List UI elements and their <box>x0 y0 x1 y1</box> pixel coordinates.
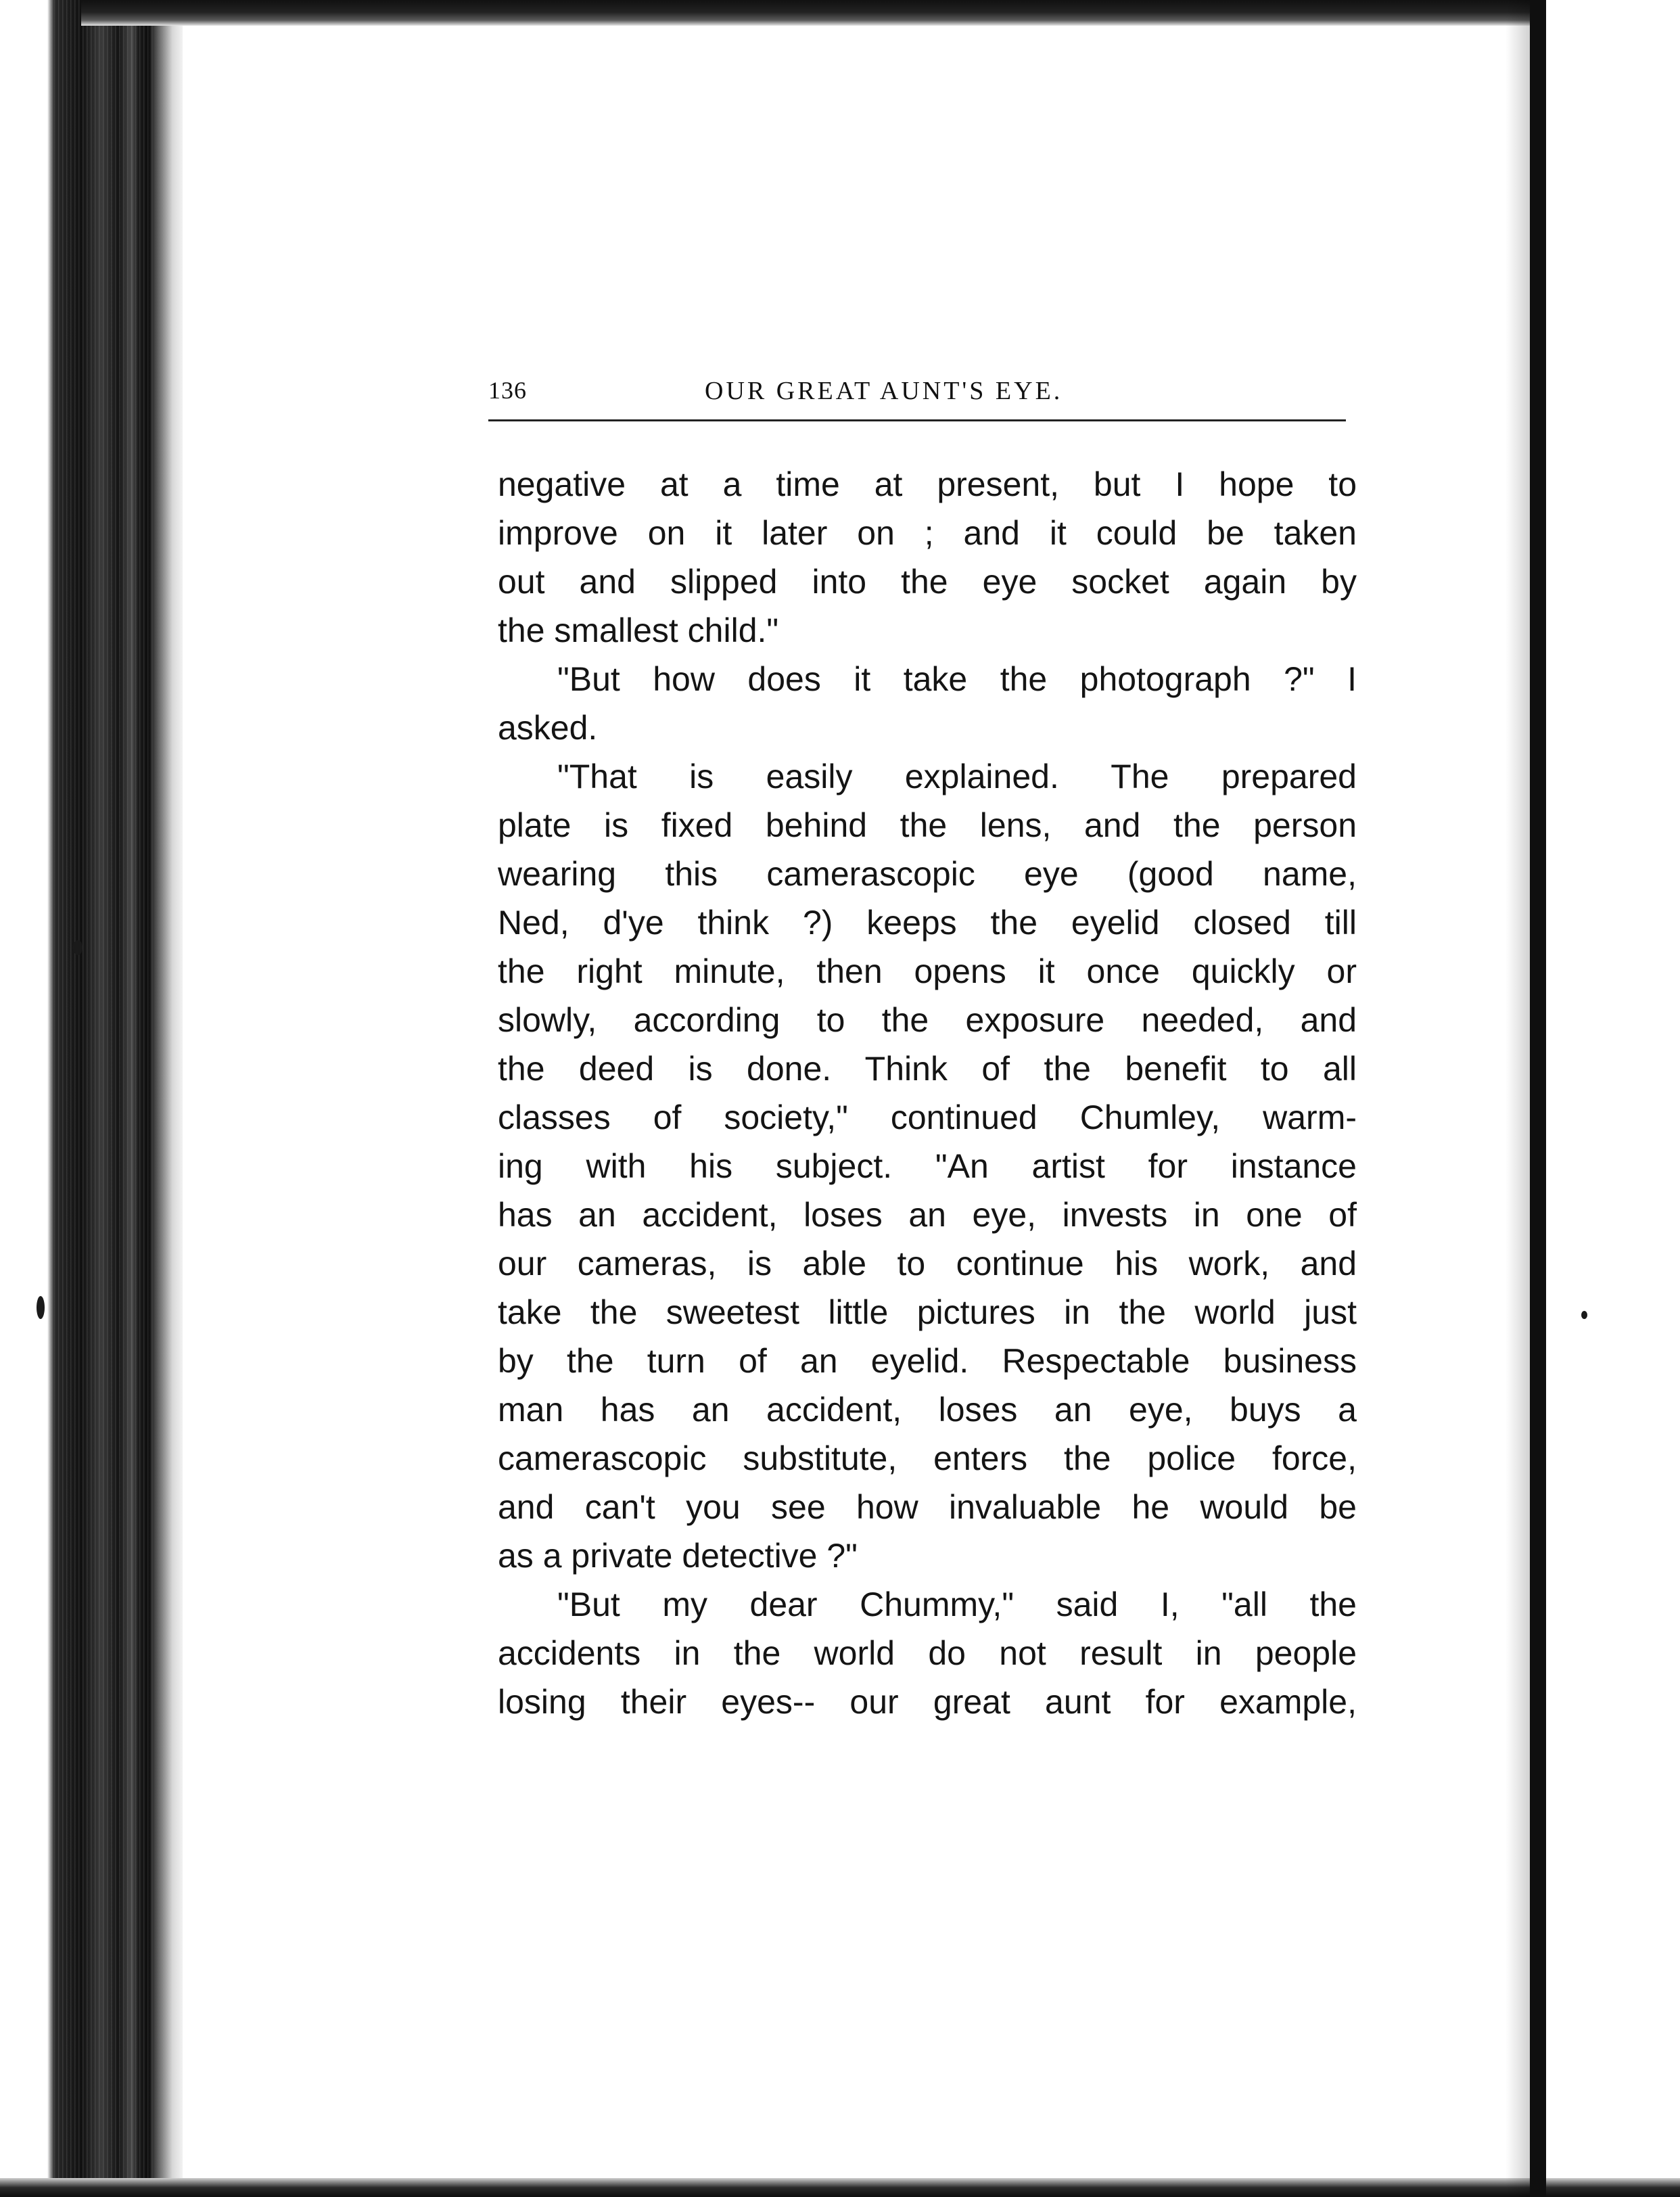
text-line: ing with his subject. "An artist for instance <box>498 1147 1357 1185</box>
scan-speck <box>37 1296 45 1319</box>
text-line: camerascopic substitute, enters the police force, <box>498 1439 1357 1477</box>
text-line: improve on it later on ; and it could be taken <box>498 514 1357 552</box>
page-stack-lines <box>54 0 156 2197</box>
text-line: take the sweetest little pictures in the world just <box>498 1293 1357 1331</box>
body-text <box>498 460 1357 1726</box>
text-line: negative at a time at present, but I hope to <box>498 465 1357 503</box>
text-line: the smallest child." <box>498 611 779 649</box>
text-line: slowly, according to the exposure needed, and <box>498 1001 1357 1039</box>
text-line: wearing this camerascopic eye (good name, <box>498 855 1357 893</box>
text-line: has an accident, loses an eye, invests in one of <box>498 1196 1357 1234</box>
text-line: our cameras, is able to continue his work, and <box>498 1245 1357 1282</box>
text-line: and can't you see how invaluable he would be <box>498 1488 1357 1526</box>
gutter-shadow <box>1506 0 1530 2197</box>
text-line: man has an accident, loses an eye, buys a <box>498 1391 1357 1429</box>
scan-speck <box>73 940 83 955</box>
text-line: "But how does it take the photograph ?" I <box>557 660 1357 698</box>
text-line: asked. <box>498 709 598 747</box>
text-line: losing their eyes-- our great aunt for example, <box>498 1683 1357 1721</box>
text-line: "But my dear Chummy," said I, "all the <box>557 1586 1357 1623</box>
text-line: plate is fixed behind the lens, and the person <box>498 806 1357 844</box>
binding-gutter <box>1530 0 1546 2197</box>
bottom-scan-shadow <box>0 2178 1680 2197</box>
page-number: 136 <box>488 377 527 404</box>
text-line: classes of society," continued Chumley, warm- <box>498 1098 1357 1136</box>
text-line: the deed is done. Think of the benefit to all <box>498 1050 1357 1088</box>
text-line: as a private detective ?" <box>498 1537 858 1575</box>
text-line: "That is easily explained. The prepared <box>557 758 1357 795</box>
scan-speck <box>1581 1311 1587 1319</box>
text-line: the right minute, then opens it once quickly or <box>498 952 1357 990</box>
running-head <box>488 376 1346 423</box>
text-line: accidents in the world do not result in people <box>498 1634 1357 1672</box>
text-line: out and slipped into the eye socket again by <box>498 563 1357 601</box>
top-scan-shadow <box>81 0 1542 26</box>
text-line: Ned, d'ye think ?) keeps the eyelid closed till <box>498 904 1357 942</box>
running-title: OUR GREAT AUNT'S EYE. <box>705 377 1063 405</box>
text-line: by the turn of an eyelid. Respectable business <box>498 1342 1357 1380</box>
header-rule <box>488 419 1346 421</box>
